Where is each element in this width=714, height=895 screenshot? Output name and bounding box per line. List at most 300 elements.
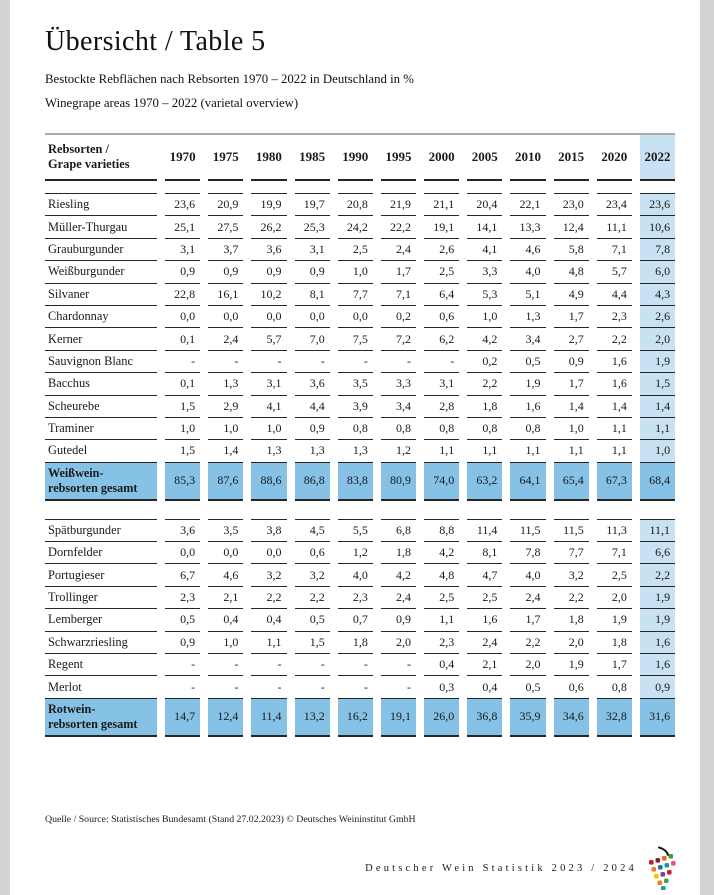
value-cell: 1,1: [251, 632, 286, 654]
value-cell: 4,9: [554, 284, 589, 306]
table-row: [45, 654, 675, 676]
table-row: [45, 676, 675, 698]
year-column-header-1980: 1980: [251, 135, 286, 181]
spacer-cell: [424, 501, 459, 520]
year-column-header-1970: 1970: [165, 135, 200, 181]
value-cell: 2,6: [640, 306, 675, 328]
varietal-table: [45, 133, 675, 737]
value-cell: 0,9: [295, 261, 330, 283]
value-cell: -: [424, 351, 459, 373]
value-cell: 3,2: [554, 564, 589, 586]
value-cell: 1,6: [467, 609, 502, 631]
value-cell: 1,9: [640, 351, 675, 373]
value-cell: 1,3: [208, 373, 243, 395]
value-cell: 7,7: [338, 284, 373, 306]
value-cell: 1,9: [640, 587, 675, 609]
spacer-cell: [208, 501, 243, 520]
value-cell: 0,8: [381, 418, 416, 440]
total-value-cell: 87,6: [208, 463, 243, 501]
row-label: Traminer: [45, 418, 157, 440]
spacer-cell: [338, 501, 373, 520]
value-cell: 0,1: [165, 373, 200, 395]
value-cell: 4,6: [510, 239, 545, 261]
value-cell: 0,9: [165, 632, 200, 654]
value-cell: 1,9: [597, 609, 632, 631]
value-cell: 3,2: [251, 564, 286, 586]
value-cell: 1,7: [381, 261, 416, 283]
value-cell: 20,8: [338, 194, 373, 216]
value-cell: 5,3: [467, 284, 502, 306]
value-cell: 2,4: [510, 587, 545, 609]
value-cell: 1,1: [597, 418, 632, 440]
value-cell: 4,0: [338, 564, 373, 586]
subtitle-english: Winegrape areas 1970 – 2022 (varietal overview): [45, 96, 299, 110]
value-cell: 8,8: [424, 520, 459, 542]
value-cell: 1,8: [597, 632, 632, 654]
grape-dot: [658, 865, 663, 870]
value-cell: 3,1: [424, 373, 459, 395]
value-cell: 7,1: [597, 239, 632, 261]
value-cell: 4,2: [381, 564, 416, 586]
value-cell: 6,6: [640, 542, 675, 564]
year-column-header-2022: 2022: [640, 135, 675, 181]
row-label: Portugieser: [45, 564, 157, 586]
value-cell: 0,0: [208, 542, 243, 564]
table-row: [45, 632, 675, 654]
spacer-cell: [640, 501, 675, 520]
value-cell: 0,2: [467, 351, 502, 373]
value-cell: 23,6: [165, 194, 200, 216]
value-cell: 7,8: [640, 239, 675, 261]
value-cell: 0,6: [295, 542, 330, 564]
value-cell: 21,9: [381, 194, 416, 216]
value-cell: 1,9: [554, 654, 589, 676]
value-cell: 2,1: [467, 654, 502, 676]
value-cell: 0,8: [424, 418, 459, 440]
table-row: [45, 284, 675, 306]
value-cell: 0,6: [554, 676, 589, 698]
value-cell: 6,0: [640, 261, 675, 283]
value-cell: 5,5: [338, 520, 373, 542]
value-cell: 4,0: [510, 564, 545, 586]
total-value-cell: 85,3: [165, 463, 200, 501]
value-cell: 0,8: [597, 676, 632, 698]
value-cell: 4,5: [295, 520, 330, 542]
spacer-cell: [381, 181, 416, 194]
year-column-header-1990: 1990: [338, 135, 373, 181]
grape-dot: [656, 858, 661, 863]
spacer-cell: [45, 501, 157, 520]
value-cell: 1,6: [597, 351, 632, 373]
value-cell: 7,2: [381, 328, 416, 350]
value-cell: 2,9: [208, 396, 243, 418]
subtitle-german: Bestockte Rebflächen nach Rebsorten 1970 – 2022 in Deutschland in %: [45, 72, 414, 86]
grape-dot: [654, 874, 659, 879]
value-cell: -: [165, 676, 200, 698]
year-column-header-1995: 1995: [381, 135, 416, 181]
table-row: [45, 564, 675, 586]
value-cell: 1,7: [554, 306, 589, 328]
table-row: [45, 328, 675, 350]
grape-dot: [649, 860, 654, 865]
value-cell: 1,7: [554, 373, 589, 395]
value-cell: 8,1: [467, 542, 502, 564]
value-cell: 6,4: [424, 284, 459, 306]
spacer-cell: [208, 181, 243, 194]
value-cell: -: [295, 351, 330, 373]
value-cell: 5,1: [510, 284, 545, 306]
value-cell: 1,8: [554, 609, 589, 631]
row-label: Gutedel: [45, 440, 157, 462]
value-cell: -: [208, 351, 243, 373]
total-value-cell: 88,6: [251, 463, 286, 501]
value-cell: 10,2: [251, 284, 286, 306]
value-cell: 0,9: [251, 261, 286, 283]
value-cell: 3,4: [381, 396, 416, 418]
total-row-label: Rotwein- rebsorten gesamt: [45, 699, 157, 737]
spacer-cell: [510, 501, 545, 520]
value-cell: 11,4: [467, 520, 502, 542]
value-cell: 0,8: [467, 418, 502, 440]
value-cell: 0,2: [381, 306, 416, 328]
row-label: Silvaner: [45, 284, 157, 306]
value-cell: 1,5: [640, 373, 675, 395]
spacer-cell: [165, 181, 200, 194]
value-cell: 0,5: [165, 609, 200, 631]
row-label: Chardonnay: [45, 306, 157, 328]
grape-bunch-logo: [644, 846, 684, 890]
spacer-cell: [381, 501, 416, 520]
row-label: Bacchus: [45, 373, 157, 395]
row-label: Riesling: [45, 194, 157, 216]
value-cell: 1,0: [338, 261, 373, 283]
table-header-row: [45, 133, 675, 181]
total-value-cell: 34,6: [554, 699, 589, 737]
value-cell: -: [338, 676, 373, 698]
page-title: Übersicht / Table 5: [45, 26, 266, 57]
value-cell: 4,1: [251, 396, 286, 418]
value-cell: 7,7: [554, 542, 589, 564]
value-cell: 12,4: [554, 216, 589, 238]
value-cell: 1,0: [165, 418, 200, 440]
value-cell: 2,8: [424, 396, 459, 418]
value-cell: 2,3: [424, 632, 459, 654]
table-row: [45, 418, 675, 440]
value-cell: 2,2: [597, 328, 632, 350]
value-cell: 4,2: [467, 328, 502, 350]
value-cell: 1,1: [467, 440, 502, 462]
value-cell: 1,3: [510, 306, 545, 328]
grape-dot: [665, 863, 670, 868]
row-label: Sauvignon Blanc: [45, 351, 157, 373]
value-cell: 23,0: [554, 194, 589, 216]
value-cell: 1,0: [208, 632, 243, 654]
table-row: [45, 261, 675, 283]
value-cell: 3,1: [295, 239, 330, 261]
value-cell: 24,2: [338, 216, 373, 238]
year-column-header-2000: 2000: [424, 135, 459, 181]
value-cell: 2,0: [381, 632, 416, 654]
value-cell: 3,6: [295, 373, 330, 395]
value-cell: -: [338, 351, 373, 373]
value-cell: 2,5: [597, 564, 632, 586]
value-cell: 1,0: [554, 418, 589, 440]
value-cell: 2,2: [510, 632, 545, 654]
value-cell: 5,8: [554, 239, 589, 261]
row-label: Dornfelder: [45, 542, 157, 564]
value-cell: 2,4: [467, 632, 502, 654]
source-note: Quelle / Source: Statistisches Bundesamt (Stand 27.02.2023) © Deutsches Weininstitut GmbH: [45, 814, 416, 825]
row-label: Müller-Thurgau: [45, 216, 157, 238]
value-cell: 1,2: [381, 440, 416, 462]
value-cell: -: [295, 676, 330, 698]
row-label: Scheurebe: [45, 396, 157, 418]
value-cell: 5,7: [251, 328, 286, 350]
value-cell: 7,0: [295, 328, 330, 350]
value-cell: 5,7: [597, 261, 632, 283]
value-cell: 0,9: [295, 418, 330, 440]
value-cell: 11,5: [510, 520, 545, 542]
value-cell: 2,3: [597, 306, 632, 328]
value-cell: 1,1: [424, 609, 459, 631]
value-cell: 2,5: [424, 587, 459, 609]
total-value-cell: 19,1: [381, 699, 416, 737]
value-cell: 3,5: [208, 520, 243, 542]
total-value-cell: 63,2: [467, 463, 502, 501]
value-cell: 1,8: [467, 396, 502, 418]
total-value-cell: 68,4: [640, 463, 675, 501]
value-cell: 6,2: [424, 328, 459, 350]
row-label: Trollinger: [45, 587, 157, 609]
value-cell: 1,3: [338, 440, 373, 462]
value-cell: 0,8: [510, 418, 545, 440]
value-cell: 1,3: [295, 440, 330, 462]
value-cell: -: [381, 351, 416, 373]
value-cell: 0,0: [165, 306, 200, 328]
table-row: [45, 351, 675, 373]
grape-dot: [669, 854, 674, 859]
value-cell: 1,0: [640, 440, 675, 462]
grape-dot: [662, 856, 667, 861]
total-value-cell: 35,9: [510, 699, 545, 737]
value-cell: 22,1: [510, 194, 545, 216]
value-cell: -: [338, 654, 373, 676]
year-column-header-2005: 2005: [467, 135, 502, 181]
value-cell: 1,4: [597, 396, 632, 418]
value-cell: 0,4: [208, 609, 243, 631]
value-cell: 7,8: [510, 542, 545, 564]
value-cell: -: [165, 654, 200, 676]
row-label: Lemberger: [45, 609, 157, 631]
spacer-cell: [597, 501, 632, 520]
value-cell: -: [208, 676, 243, 698]
total-value-cell: 26,0: [424, 699, 459, 737]
value-cell: 1,6: [510, 396, 545, 418]
value-cell: 26,2: [251, 216, 286, 238]
value-cell: 4,0: [510, 261, 545, 283]
total-value-cell: 36,8: [467, 699, 502, 737]
value-cell: 10,6: [640, 216, 675, 238]
value-cell: 0,5: [510, 676, 545, 698]
value-cell: 1,4: [554, 396, 589, 418]
value-cell: 2,0: [640, 328, 675, 350]
grape-dot: [661, 886, 666, 890]
value-cell: 1,8: [338, 632, 373, 654]
value-cell: 1,8: [381, 542, 416, 564]
total-value-cell: 11,4: [251, 699, 286, 737]
value-cell: 23,6: [640, 194, 675, 216]
table-row: [45, 239, 675, 261]
value-cell: 20,4: [467, 194, 502, 216]
year-column-header-2015: 2015: [554, 135, 589, 181]
total-row: [45, 463, 675, 501]
spacer-cell: [467, 181, 502, 194]
value-cell: 1,5: [295, 632, 330, 654]
value-cell: 1,5: [165, 440, 200, 462]
value-cell: 0,0: [295, 306, 330, 328]
value-cell: 2,3: [165, 587, 200, 609]
brand-text: Deutscher Wein Statistik 2023 / 2024: [365, 862, 637, 874]
value-cell: 2,0: [510, 654, 545, 676]
value-cell: 4,4: [295, 396, 330, 418]
total-value-cell: 86,8: [295, 463, 330, 501]
spacer-cell: [338, 181, 373, 194]
value-cell: 3,9: [338, 396, 373, 418]
value-cell: 8,1: [295, 284, 330, 306]
value-cell: 21,1: [424, 194, 459, 216]
value-cell: 0,5: [510, 351, 545, 373]
value-cell: 14,1: [467, 216, 502, 238]
value-cell: 19,1: [424, 216, 459, 238]
value-cell: 2,2: [640, 564, 675, 586]
value-cell: -: [251, 676, 286, 698]
value-cell: 0,7: [338, 609, 373, 631]
total-value-cell: 14,7: [165, 699, 200, 737]
value-cell: 3,1: [165, 239, 200, 261]
value-cell: 25,3: [295, 216, 330, 238]
value-cell: 0,6: [424, 306, 459, 328]
value-cell: 20,9: [208, 194, 243, 216]
value-cell: 1,1: [597, 440, 632, 462]
value-cell: 1,7: [597, 654, 632, 676]
value-cell: 2,2: [251, 587, 286, 609]
table-row: [45, 542, 675, 564]
value-cell: 1,0: [208, 418, 243, 440]
value-cell: 2,5: [467, 587, 502, 609]
value-cell: 1,4: [640, 396, 675, 418]
year-column-header-1975: 1975: [208, 135, 243, 181]
value-cell: 1,3: [251, 440, 286, 462]
table-row: [45, 194, 675, 216]
value-cell: 1,1: [424, 440, 459, 462]
spacer-cell: [554, 181, 589, 194]
value-cell: 11,1: [597, 216, 632, 238]
value-cell: 7,1: [381, 284, 416, 306]
value-cell: 0,8: [338, 418, 373, 440]
spacer-cell: [295, 181, 330, 194]
spacer-cell: [295, 501, 330, 520]
value-cell: 0,3: [424, 676, 459, 698]
value-cell: 2,2: [467, 373, 502, 395]
value-cell: 3,7: [208, 239, 243, 261]
value-cell: 4,8: [554, 261, 589, 283]
spacer-cell: [554, 501, 589, 520]
value-cell: 1,6: [597, 373, 632, 395]
value-cell: 27,5: [208, 216, 243, 238]
value-cell: 11,1: [640, 520, 675, 542]
value-cell: 11,3: [597, 520, 632, 542]
value-cell: 25,1: [165, 216, 200, 238]
value-cell: 1,0: [251, 418, 286, 440]
value-cell: 0,4: [251, 609, 286, 631]
value-cell: 19,7: [295, 194, 330, 216]
footer-brand: [365, 846, 684, 890]
value-cell: 3,8: [251, 520, 286, 542]
value-cell: 1,7: [510, 609, 545, 631]
value-cell: 0,0: [251, 542, 286, 564]
value-cell: 2,2: [554, 587, 589, 609]
value-cell: -: [251, 654, 286, 676]
value-cell: 4,3: [640, 284, 675, 306]
total-value-cell: 67,3: [597, 463, 632, 501]
total-value-cell: 74,0: [424, 463, 459, 501]
grape-stem-icon: [659, 848, 668, 856]
value-cell: 1,6: [640, 654, 675, 676]
table-row: [45, 520, 675, 542]
value-cell: 0,9: [381, 609, 416, 631]
value-cell: 0,9: [165, 261, 200, 283]
row-label: Kerner: [45, 328, 157, 350]
spacer-cell: [424, 181, 459, 194]
value-cell: 19,9: [251, 194, 286, 216]
spacer-cell: [251, 181, 286, 194]
value-cell: 0,9: [208, 261, 243, 283]
value-cell: 1,1: [640, 418, 675, 440]
total-value-cell: 12,4: [208, 699, 243, 737]
value-cell: 2,1: [208, 587, 243, 609]
value-cell: 2,7: [554, 328, 589, 350]
grape-dot: [661, 872, 666, 877]
value-cell: 2,0: [554, 632, 589, 654]
value-cell: 4,8: [424, 564, 459, 586]
value-cell: 1,6: [640, 632, 675, 654]
value-cell: 22,8: [165, 284, 200, 306]
total-row-label: Weißwein- rebsorten gesamt: [45, 463, 157, 501]
value-cell: 1,9: [640, 609, 675, 631]
value-cell: 2,4: [381, 239, 416, 261]
value-cell: 0,0: [165, 542, 200, 564]
document-page: [10, 0, 700, 895]
value-cell: -: [381, 654, 416, 676]
spacer-cell: [45, 181, 157, 194]
spacer-cell: [251, 501, 286, 520]
spacer-cell: [597, 181, 632, 194]
value-cell: 7,1: [597, 542, 632, 564]
value-cell: 2,4: [381, 587, 416, 609]
value-cell: 3,3: [467, 261, 502, 283]
year-column-header-1985: 1985: [295, 135, 330, 181]
row-label: Schwarzriesling: [45, 632, 157, 654]
value-cell: 7,5: [338, 328, 373, 350]
grape-dot: [652, 867, 657, 872]
value-cell: 1,9: [510, 373, 545, 395]
value-cell: 1,0: [467, 306, 502, 328]
table-row: [45, 216, 675, 238]
value-cell: 0,4: [467, 676, 502, 698]
table-row: [45, 440, 675, 462]
value-cell: 3,4: [510, 328, 545, 350]
value-cell: 1,2: [338, 542, 373, 564]
